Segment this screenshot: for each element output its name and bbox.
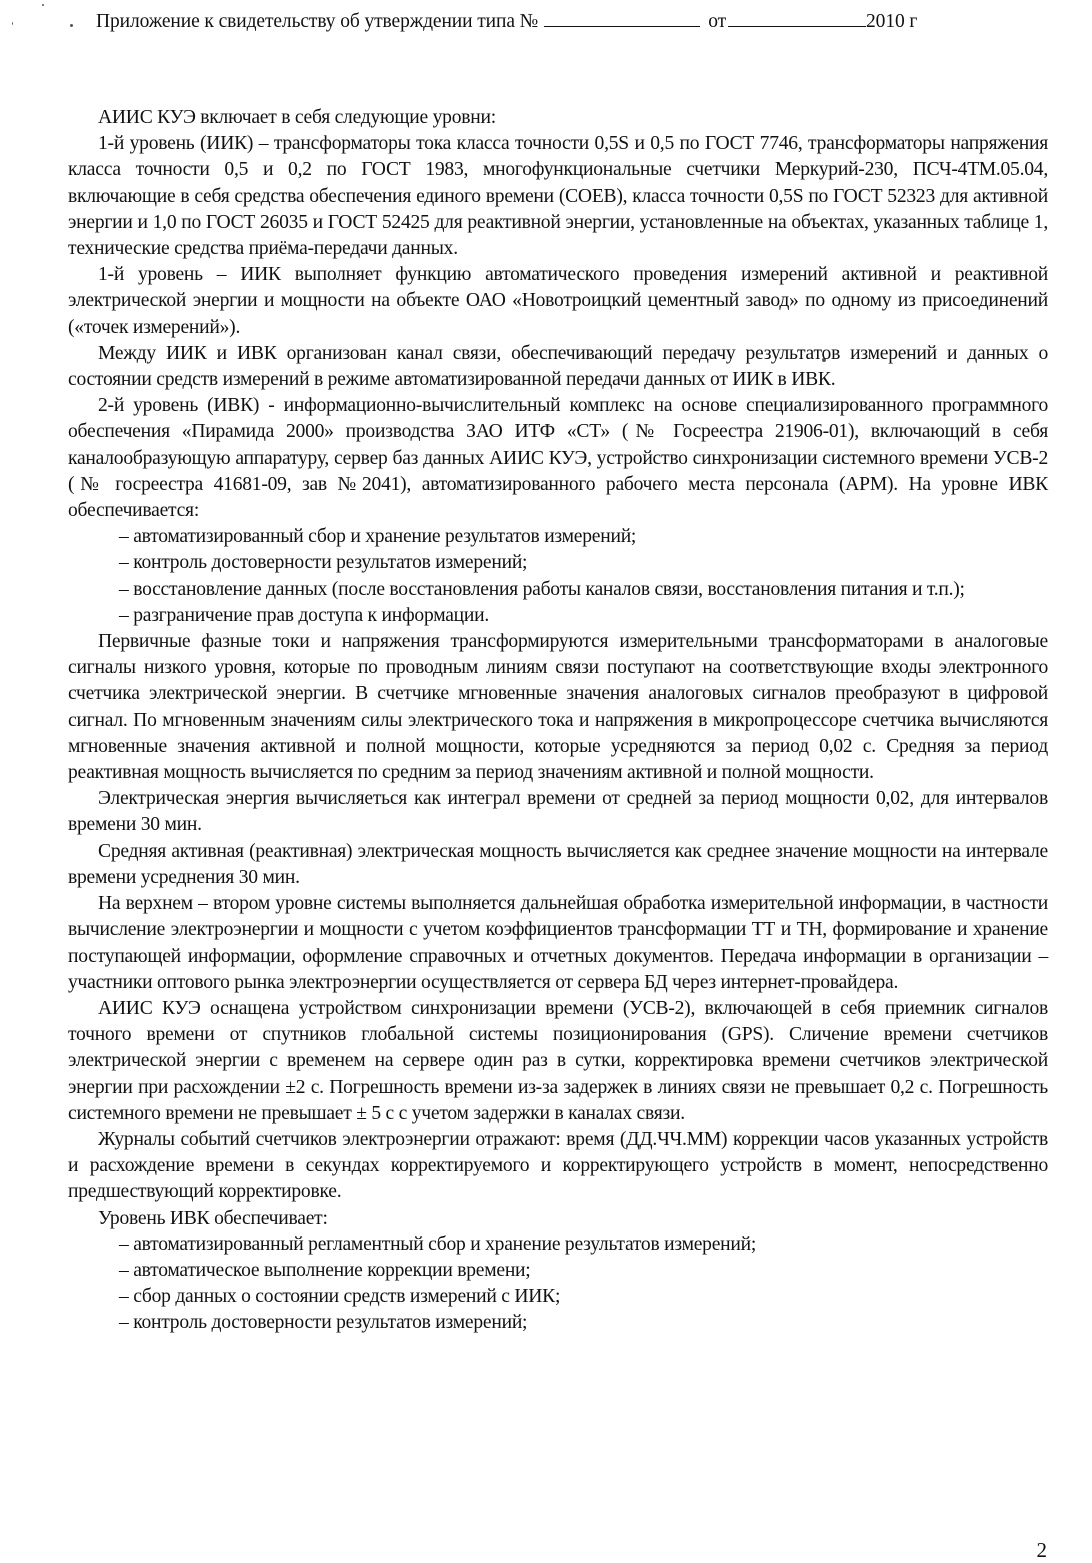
list-item: – контроль достоверности результатов измерений; xyxy=(119,552,528,574)
certificate-date-blank xyxy=(728,10,866,27)
paragraph-level1-iik: 1-й уровень (ИИК) – трансформаторы тока класса точности 0,5S и 0,5 по ГОСТ 7746, трансформаторы напряжения класса точности 0,5 и 0,2 по ГОСТ 1983, многофункциональные счетчики Меркурий-230, ПСЧ-4ТМ.05.04, включающие в себя средства обеспечения единого времени (СОЕВ), класса точности 0,5S по ГОСТ 52323 для активной энергии и 1,0 по ГОСТ 26035 и ГОСТ 52425 для реактивной энергии, установленные на объектах, указанных таблице 1, технические средства приёма-передачи данных. xyxy=(68,133,1048,260)
document-body xyxy=(68,105,1048,1337)
header-from-label: от xyxy=(708,11,727,32)
paragraph-channel: Между ИИК и ИВК организован канал связи, обеспечивающий передачу результатов измерений и данных о состоянии средств измерений в режиме автоматизированной передачи данных от ИИК в ИВК. xyxy=(68,342,1048,391)
list-item: – автоматизированный сбор и хранение результатов измерений; xyxy=(119,526,637,548)
paragraph-average-power: Средняя активная (реактивная) электрическая мощность вычисляется как среднее значение мощности на интервале времени усреднения 30 мин. xyxy=(68,840,1048,888)
list-item: – восстановление данных (после восстановления работы каналов связи, восстановления питания и т.п.); xyxy=(119,578,965,600)
paragraph-energy: Электрическая энергия вычисляеться как интеграл времени от средней за период мощности 0,02, для интервалов времени 30 мин. xyxy=(68,788,1048,836)
list-item: – сбор данных о состоянии средств измерений с ИИК; xyxy=(119,1286,561,1308)
ivk-list-2 xyxy=(68,1232,1048,1337)
ivk-list-1 xyxy=(68,524,1048,629)
paragraph-ivk-provides: Уровень ИВК обеспечивает: xyxy=(98,1207,328,1229)
paragraph-level2-ivk: 2-й уровень (ИВК) - информационно-вычислительный комплекс на основе специализированного программного обеспечения «Пирамида 2000» производства ЗАО ИТФ «СТ» (№ Госреестра 21906-01), включающий в себя каналообразующую аппаратуру, сервер баз данных АИИС КУЭ, устройство синхронизации системного времени УСВ-2 (№ госреестра 41681-09, зав №2041), автоматизированного рабочего места персонала (АРМ). На уровне ИВК обеспечивается: xyxy=(68,395,1048,522)
header-year: 2010 г xyxy=(866,11,918,32)
paragraph-time-sync: АИИС КУЭ оснащена устройством синхронизации времени (УСВ-2), включающей в себя приемник сигналов точного времени от спутников глобальной системы позиционирования (GPS). Сличение времени счетчиков электрической энергии с временем на сервере один раз в сутки, корректировка времени счетчиков электрической энергии при расхождении ±2 с. Погрешность времени из-за задержек в линиях связи не превышает 0,2 с. Погрешность системного времени не превышает ± 5 с с учетом задержки в каналах связи. xyxy=(68,997,1048,1124)
paragraph-primary-signals: Первичные фазные токи и напряжения трансформируются измерительными трансформаторами в аналоговые сигналы низкого уровня, которые по проводным линиям связи поступают на соответствующие входы электронного счетчика электрической энергии. В счетчике мгновенные значения аналоговых сигналов преобразуют в цифровой сигнал. По мгновенным значениям силы электрического тока и напряжения в микропроцессоре счетчика вычисляются мгновенные значения активной и полной мощности, которые усредняются за период 0,02 с. Средняя за период реактивная мощность вычисляется по средним за период значениям активной и полной мощности. xyxy=(68,631,1048,784)
list-item: – автоматическое выполнение коррекции времени; xyxy=(119,1259,531,1281)
certificate-number-blank xyxy=(544,10,700,27)
intro-paragraph: АИИС КУЭ включает в себя следующие уровни: xyxy=(98,107,496,128)
page-number: 2 xyxy=(1036,1538,1047,1562)
scan-speck xyxy=(42,4,44,6)
list-item: – автоматизированный регламентный сбор и хранение результатов измерений; xyxy=(119,1233,757,1255)
scan-speck xyxy=(12,22,13,25)
paragraph-level1-function: 1-й уровень – ИИК выполняет функцию автоматического проведения измерений активной и реактивной электрической энергии и мощности на объекте ОАО «Новотроицкий цементный завод» по одному из присоединений («точек измерений»). xyxy=(68,264,1048,338)
paragraph-upper-level: На верхнем – втором уровне системы выполняется дальнейшая обработка измерительной информации, в частности вычисление электроэнергии и мощности с учетом коэффициентов трансформации ТТ и ТН, формирование и хранение поступающей информации, оформление справочных и отчетных документов. Передача информации в организации – участники оптового рынка электроэнергии осуществляется от сервера БД через интернет-провайдера. xyxy=(68,893,1048,993)
scan-speck xyxy=(70,24,73,27)
document-header xyxy=(96,10,917,34)
header-prefix: Приложение к свидетельству об утверждении типа № xyxy=(96,11,539,32)
list-item: – разграничение прав доступа к информации. xyxy=(119,604,490,626)
list-item: – контроль достоверности результатов измерений; xyxy=(119,1312,528,1334)
paragraph-event-journals: Журналы событий счетчиков электроэнергии отражают: время (ДД.ЧЧ.ММ) коррекции часов указанных устройств и расхождение времени в секундах корректируемого и корректирующего устройств в момент, непосредственно предшествующий корректировке. xyxy=(68,1128,1048,1203)
